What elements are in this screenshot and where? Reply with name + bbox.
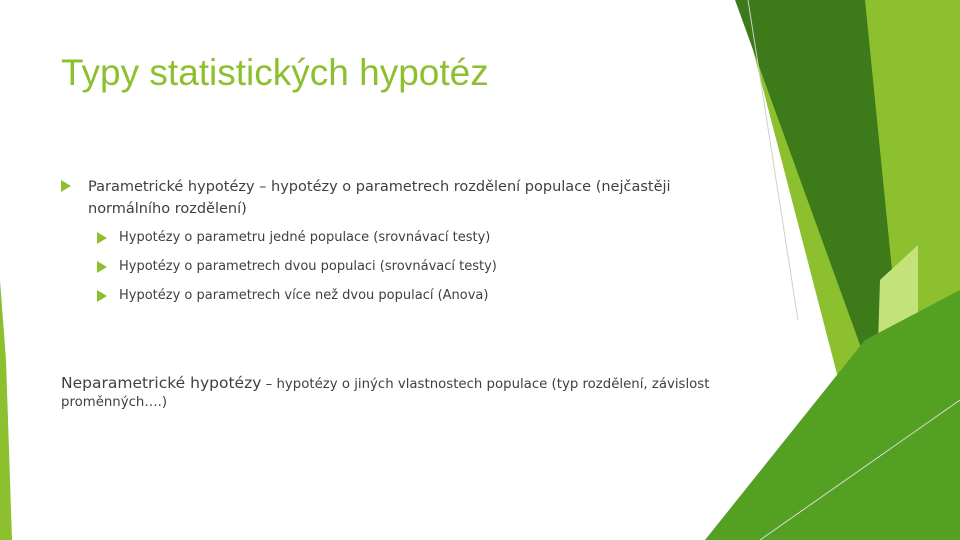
slide-title: Typy statistických hypotéz	[61, 52, 489, 93]
arrow-bullet-icon	[97, 261, 107, 273]
bullet-item	[61, 176, 701, 220]
paragraph-lead: Neparametrické hypotézy	[61, 374, 262, 392]
sub-bullet-text: Hypotézy o parametrech více než dvou populací (Anova)	[119, 288, 489, 303]
sub-bullet-item	[97, 258, 497, 276]
sub-bullet-text: Hypotézy o parametrech dvou populaci (srovnávací testy)	[119, 259, 497, 274]
sub-bullet-item	[97, 229, 490, 247]
bullet-text: Parametrické hypotézy – hypotézy o parametrech rozdělení populace (nejčastěji normálního rozdělení)	[88, 179, 671, 217]
sub-bullet-item	[97, 287, 488, 305]
paragraph-rest: – hypotézy o jiných vlastnostech populace (typ rozdělení, závislost proměnných….)	[61, 377, 710, 410]
nonparametric-paragraph	[61, 374, 721, 412]
arrow-bullet-icon	[97, 232, 107, 244]
sub-bullet-text: Hypotézy o parametru jedné populace (srovnávací testy)	[119, 230, 491, 245]
arrow-bullet-icon	[97, 290, 107, 302]
left-green-sliver	[0, 280, 12, 540]
arrow-bullet-icon	[61, 180, 71, 192]
